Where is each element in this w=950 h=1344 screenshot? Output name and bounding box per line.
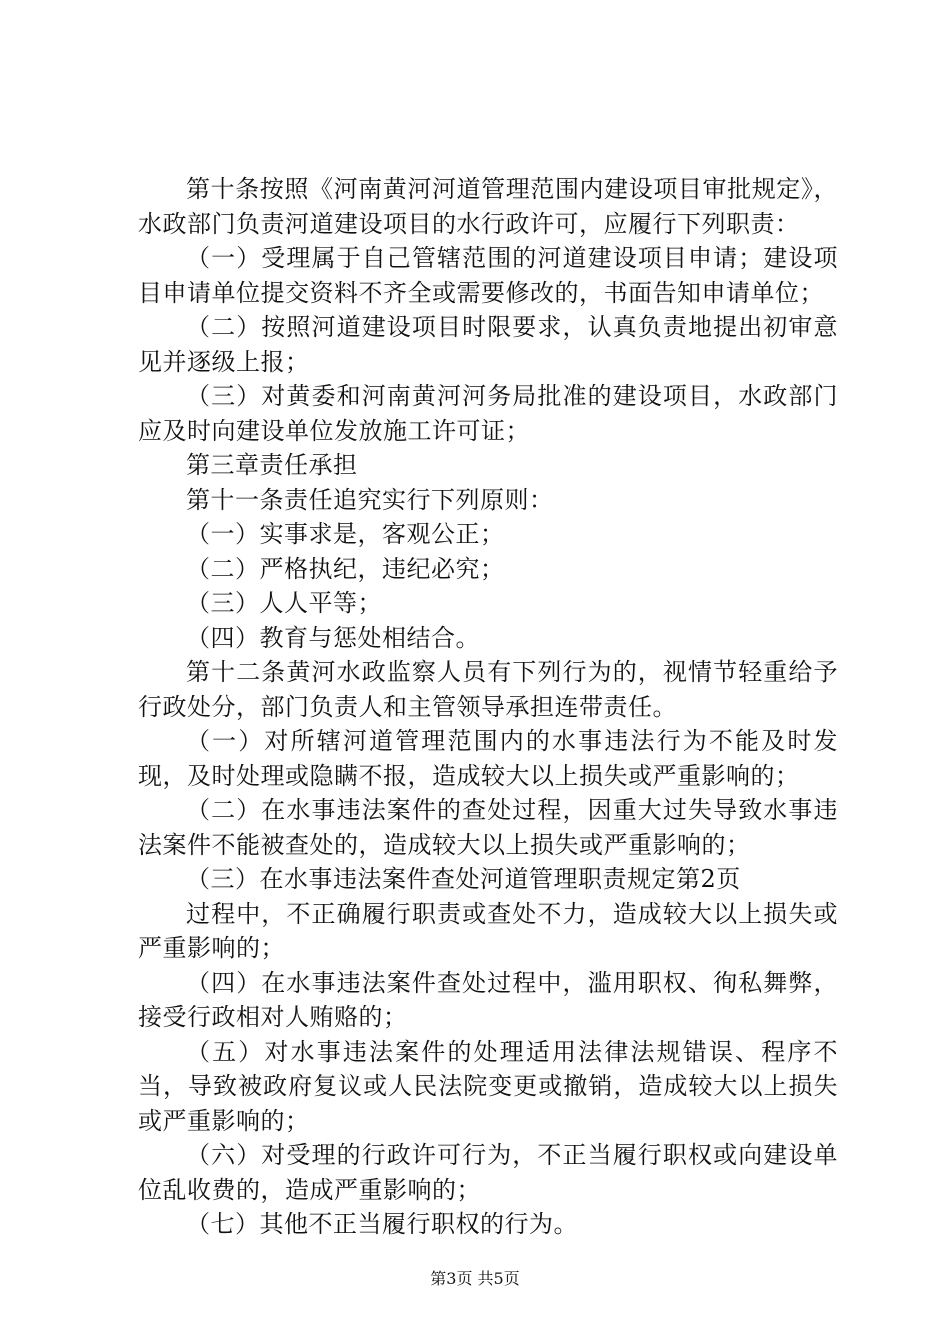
page-footer xyxy=(0,1266,950,1289)
paragraph-item: （二）在水事违法案件的查处过程，因重大过失导致水事违法案件不能被查处的，造成较大以上损失或严重影响的； xyxy=(138,796,838,859)
paragraph-item: （四）教育与惩处相结合。 xyxy=(186,623,480,652)
paragraph-item: 过程中，不正确履行职责或查处不力，造成较大以上损失或严重影响的； xyxy=(138,899,838,962)
paragraph-item: （一）实事求是，客观公正； xyxy=(186,520,505,548)
page-number-label: 第3页 共5页 xyxy=(430,1269,520,1288)
paragraph-article-12: 第十二条黄河水政监察人员有下列行为的，视情节轻重给予行政处分，部门负责人和主管领导承担连带责任。 xyxy=(138,658,838,721)
paragraph-item: （六）对受理的行政许可行为，不正当履行职权或向建设单位乱收费的，造成严重影响的； xyxy=(138,1141,838,1204)
paragraph-item: （一）受理属于自己管辖范围的河道建设项目申请；建设项目申请单位提交资料不齐全或需要修改的，书面告知申请单位； xyxy=(138,244,838,307)
paragraph-item: （三）在水事违法案件查处河道管理职责规定第2页 xyxy=(186,865,741,893)
paragraph-item: （二）严格执纪，违纪必究； xyxy=(186,554,505,583)
paragraph-item: （一）对所辖河道管理范围内的水事违法行为不能及时发现，及时处理或隐瞒不报，造成较大以上损失或严重影响的； xyxy=(138,727,838,790)
chapter-heading: 第三章责任承担 xyxy=(186,451,358,479)
paragraph-item: （五）对水事违法案件的处理适用法律法规错误、程序不当，导致被政府复议或人民法院变更或撤销，造成较大以上损失或严重影响的； xyxy=(138,1037,838,1135)
paragraph-item: （三）人人平等； xyxy=(186,589,382,617)
paragraph-item: （四）在水事违法案件查处过程中，滥用职权、徇私舞弊，接受行政相对人贿赂的； xyxy=(138,968,838,1031)
paragraph-article-11: 第十一条责任追究实行下列原则： xyxy=(186,485,554,514)
paragraph-item: （七）其他不正当履行职权的行为。 xyxy=(186,1210,578,1238)
paragraph-article-10: 第十条按照《河南黄河河道管理范围内建设项目审批规定》，水政部门负责河道建设项目的水行政许可，应履行下列职责： xyxy=(138,175,838,238)
paragraph-item: （二）按照河道建设项目时限要求，认真负责地提出初审意见并逐级上报； xyxy=(138,313,838,376)
document-body xyxy=(138,172,838,1242)
paragraph-item: （三）对黄委和河南黄河河务局批准的建设项目，水政部门应及时向建设单位发放施工许可证； xyxy=(138,382,838,445)
